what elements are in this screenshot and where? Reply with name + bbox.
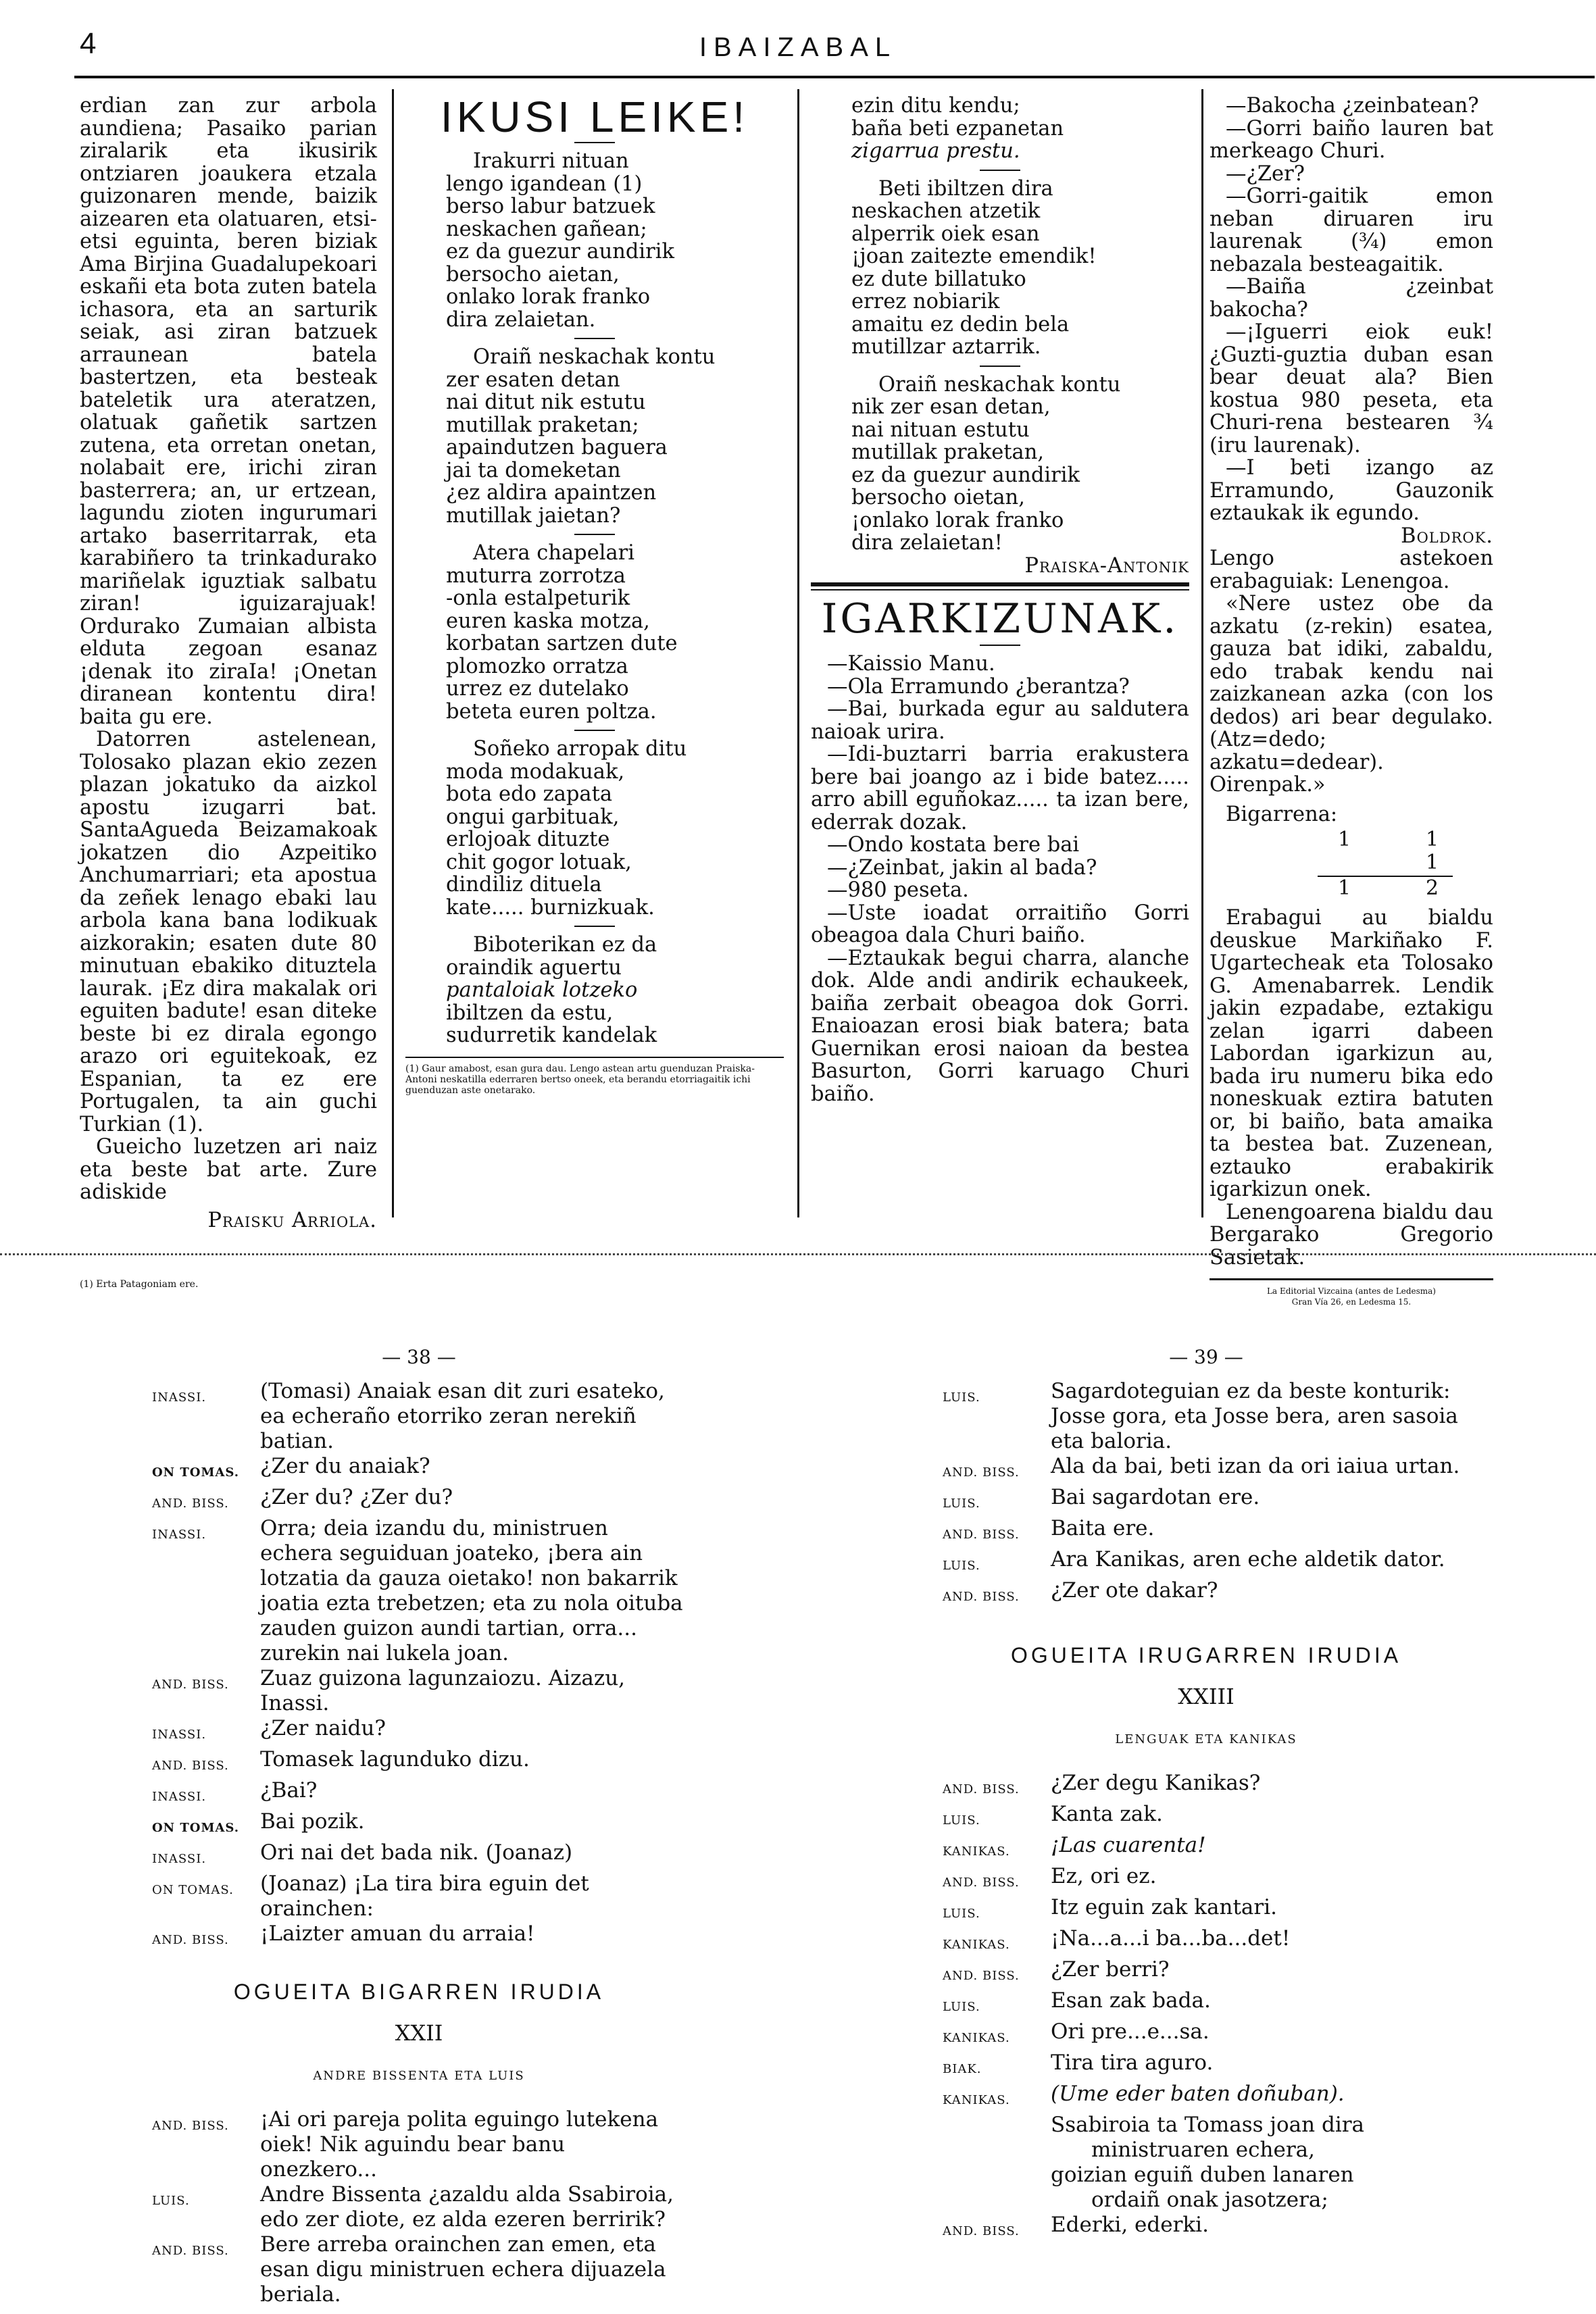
section-rule: [811, 589, 1189, 590]
poem-stanza: Beti ibiltzen dira neskachen atzetik alperrik oiek esan ¡joan zaitezte emendik! ez dute billatuko errez nobiarik amaitu ez dedin bela mutillzar aztarrik.: [851, 176, 1097, 359]
col1-paragraph: Gueicho luzetzen ari naiz eta beste bat arte. Zure adiskide: [80, 1135, 377, 1204]
play-line: AND. BISS. Bere arreba orainchen zan emen, eta esan digu ministruen echera dijuazela beriala.: [152, 2232, 666, 2307]
dialogue-line: —Gorri-gaitik emon neban diruaren iru laurenak (¾) emon nebazala besteagaitik.: [1210, 184, 1493, 276]
col2-footnote: (1) Gaur amabost, esan gura dau. Lengo astean artu guenduzan Praiska-Antoni neskatilla ederraren bertso oneek, eta berandu etorriagaitik ichi guenduzan aste onetarako.: [405, 1063, 755, 1096]
title-rule: [980, 645, 1020, 646]
play-line: KANIKAS. ¡Na...a...i ba...ba...det!: [943, 1926, 1291, 1952]
play-line: INASSI. ¿Zer naidu?: [152, 1716, 386, 1742]
dialogue-line: —Ondo kostata bere bai: [827, 833, 1080, 857]
column-3: [811, 95, 1189, 1105]
col4-quote: «Nere ustez obe da azkatu (z-rekin) esatea, gauza bat idiki, zabaldu, edo trabak kendu nai zaizkanean azka (con los dedos) ari bear degulako. (Atz=dedo; azkatu=dedear). Oirenpak.»: [1210, 592, 1493, 797]
scene-title: OGUEITA BIGARREN IRUDIA: [233, 1980, 605, 2004]
play-page-number: — 39 —: [1169, 1346, 1243, 1368]
dialogue-line: —Kaissio Manu.: [827, 652, 995, 676]
play-line: AND. BISS. Ez, ori ez.: [943, 1864, 1157, 1890]
dialogue-line: —¿Zeinbat, jakin al bada?: [827, 855, 1097, 880]
ikusi-leike-title: IKUSI LEIKE!: [440, 93, 749, 141]
igarkizunak-title: IGARKIZUNAK.: [821, 595, 1179, 643]
play-line: AND. BISS. ¡Laizter amuan du arraia!: [152, 1921, 535, 1947]
dialogue-line: —Bakocha ¿zeinbatean?: [1226, 94, 1479, 118]
printer-address: Gran Vía 26, en Ledesma 15.: [1291, 1297, 1412, 1307]
poem-stanza: Irakurri nituan lengo igandean (1) berso labur batzuek neskachen gañean; ez da guezur aundirik bersocho aietan, onlako lorak franko dira zelaietan.: [446, 149, 674, 332]
play-line: KANIKAS. (Ume eder baten doñuban).: [943, 2082, 1345, 2107]
dialogue-line: —Eztaukak begui charra, alanche dok. Alde andi andirik echaukeek, baiña zerbait obeagoa dok Gorri. Enaioazan erosi biak batera; bata Guernikan erosi naioan da bestea Basurton, Gorri karuago Churi baiño.: [811, 946, 1189, 1106]
dialogue-line: —Baiña ¿zeinbat bakocha?: [1210, 275, 1493, 322]
play-line: AND. BISS. ¿Zer du? ¿Zer du?: [152, 1485, 453, 1511]
stanza-divider: [980, 170, 1020, 171]
col1-paragraph: Datorren astelenean, Tolosako plazan ekio zezen plazan jokatuko da aizkol apostu izugarri bat. SantaAgueda Beizamakoak jokatzen dio Azpeitiko Anchumarriari; eta apostua da zeñek lenago ebaki lau arbola kana bana lodikuak aizkorakin; esaten dute 80 minutuan ebakiko dituztela laurak. ¡Ez dira makalak ori eguiten badute! esan diteke beste bi ez dirala egongo arazo ori eguitekoak, ez Espanian, ta ez ere Portugalen, ta ain guchi Turkian (1).: [80, 728, 377, 1136]
column-divider: [797, 89, 799, 1217]
footnote-rule: [405, 1057, 784, 1058]
play-line: LUIS. Bai sagardotan ere.: [943, 1485, 1260, 1511]
stanza-divider: [574, 534, 615, 535]
column-divider: [392, 89, 394, 1217]
play-page-number: — 38 —: [382, 1346, 456, 1368]
dialogue-line: —Bai, burkada egur au saldutera naioak urira.: [811, 697, 1189, 744]
stanza-divider: [574, 338, 615, 339]
play-page-38: [152, 1344, 686, 2307]
dialogue-line: —980 peseta.: [827, 878, 969, 902]
play-line: INASSI. Ori nai det bada nik. (Joanaz): [152, 1840, 573, 1866]
poem-stanza: Oraiñ neskachak kontu zer esaten detan nai ditut nik estutu mutillak praketan; apaindutzen baguera jai ta domeketan ¿ez aldira apaintzen mutillak jaietan?: [446, 345, 716, 528]
stanza-divider: [574, 926, 615, 927]
col1-footnote: (1) Erta Patagoniam ere.: [80, 1279, 199, 1290]
column-2: [405, 95, 784, 1096]
play-line: LUIS. Esan zak bada.: [943, 1988, 1211, 2014]
dialogue-line: —Idi-buztarri barria erakustera bere bai joango az i bide batez..... arro abill eguñokaz..... ta izan bere, ederrak dozak.: [811, 743, 1189, 834]
column-1: [80, 95, 377, 1290]
col1-paragraph: erdian zan zur arbola aundiena; Pasaiko parian ziralarik eta ikusirik ontziaren joaukera etzala guizonaren mende, baizik aizearen eta olatuaren, etsi-etsi eguinta, beren biziak Ama Birjina Guadalupekoari eskañi eta bota zuten batela ichasora, eta an sarturik seiak, asi ziran batzuek arraunean batela bastertzen, eta besteak bateletik ura ateratzen, olatuak gañetik sartzen zutena, eta orretan onetan, nolabait ere, irichi ziran basterrera; an, ur ertzean, lagundu zioten ingurumari artako baserritarrak, eta karabiñero ta trinkadurako mariñelak iguztiak salbatu ziran! iguizarajuak! Ordurako Zumaian albista elduta zegoan esanaz ¡denak ito ziraIa! ¡Onetan diranean kontentu dira! baita gu ere.: [80, 94, 377, 729]
poem-stanza: Atera chapelari muturra zorrotza -onla estalpeturik euren kaska motza, korbatan sartzen dute plomozko orratza urrez ez dutelako beteta euren poltza.: [446, 541, 678, 724]
col4-bigarrena: Bigarrena:: [1226, 802, 1338, 826]
dialogue-line: —Gorri baiño lauren bat merkeago Churi.: [1210, 116, 1493, 163]
page-separator: [0, 1253, 1596, 1261]
poem-stanza: Oraiñ neskachak kontu nik zer esan detan, nai nituan estutu mutillak praketan, ez da guezur aundirik bersocho oietan, ¡onlako lorak franko dira zelaietan!: [851, 372, 1121, 555]
stanza-divider: [980, 366, 1020, 367]
col4-paragraph: Lenengoarena bialdu dau Bergarako Gregorio Sasietak.: [1210, 1200, 1493, 1269]
play-line: INASSI. Orra; deia izandu du, ministruen echera seguiduan joateko, ¡bera ain lotzatia da gauza oietako! non bakarrik joatia ezta trebetzen; eta zu nola oituba zauden guizon aundi tartian, orra... zurekin nai lukela joan.: [152, 1516, 683, 1665]
col1-signature: Praisku Arriola.: [207, 1208, 377, 1232]
col4-paragraph: Lengo astekoen erabaguiak: Lenengoa.: [1210, 547, 1493, 593]
masthead-title: IBAIZABAL: [699, 32, 897, 62]
title-rule: [574, 142, 615, 143]
play-line: ON TOMAS. Bai pozik.: [152, 1809, 365, 1835]
dialogue-line: —¿Zer?: [1226, 161, 1305, 186]
play-line: LUIS. Sagardoteguian ez da beste konturik: Josse gora, eta Josse bera, aren sasoia eta baloria.: [943, 1379, 1458, 1453]
play-line: AND. BISS. ¿Zer berri?: [943, 1957, 1170, 1983]
header-rule: [74, 76, 1595, 78]
play-line: KANIKAS. ¡Las cuarenta!: [943, 1833, 1206, 1859]
play-line: ON TOMAS. (Joanaz) ¡La tira bira eguin det orainchen:: [152, 1871, 589, 1921]
song-verse: Ssabiroia ta Tomass joan dira ministruaren echera, goizian eguiñ duben lanaren ordaiñ onak jasotzera;: [1051, 2113, 1365, 2212]
play-line: AND. BISS. ¡Ai ori pareja polita eguingo lutekena oiek! Nik aguindu bear banu onezkero...: [152, 2107, 659, 2182]
dialogue-line: —I beti izango az Erramundo, Gauzonik eztaukak ik egundo.: [1210, 456, 1493, 525]
col3-signature: Praiska-Antonik: [1024, 553, 1189, 578]
play-line: LUIS. Andre Bissenta ¿azaldu alda Ssabiroia, edo zer diote, ez alda ezeren berririk?: [152, 2182, 674, 2232]
col4-paragraph: Erabagui au bialdu deuskue Markiñako F. Ugartecheak eta Tolosako G. Amenabarrek. Lendik jakin ezpadabe, eztakigu zelan igarri dabeen Labordan igarkizun au, bada iru numeru bika edo noneskuak eztira batuten or, bi baiño, bata amaika ta bestea bat. Zuzenean, eztauko erabakirik igarkizun onek.: [1210, 906, 1493, 1201]
play-line: AND. BISS. Tomasek lagunduko dizu.: [152, 1747, 530, 1773]
play-line: INASSI. ¿Bai?: [152, 1778, 318, 1804]
footer-rule: [1210, 1278, 1493, 1280]
page-number: 4: [80, 27, 97, 60]
dialogue-line: —Uste ioadat orraitiño Gorri obeagoa dala Churi baiño.: [811, 901, 1189, 947]
scene-characters: LENGUAK ETA KANIKAS: [1115, 1732, 1297, 1746]
stanza-divider: [574, 730, 615, 731]
play-line: AND. BISS. ¿Zer degu Kanikas?: [943, 1771, 1261, 1796]
scene-number: XXII: [395, 2020, 443, 2046]
play-line: BIAK. Tira tira aguro.: [943, 2051, 1214, 2076]
play-line: AND. BISS. Baita ere.: [943, 1516, 1155, 1542]
col4-signature: Boldrok.: [1401, 524, 1493, 548]
scene-number: XXIII: [1178, 1684, 1235, 1709]
play-line: LUIS. Ara Kanikas, aren eche aldetik dator.: [943, 1547, 1445, 1573]
poem-stanza: Soñeko arropak ditu moda modakuak, bota edo zapata ongui garbituak, erlojoak dituzte chit gogor lotuak, dindiliz dituela kate..... burnizkuak.: [446, 737, 687, 920]
column-4: [1210, 95, 1493, 1307]
play-page-39: [943, 1344, 1470, 2244]
play-line: INASSI. (Tomasi) Anaiak esan dit zuri esateko, ea echerañо etorriko zeran nerekiñ batian.: [152, 1379, 665, 1453]
scene-characters: ANDRE BISSENTA ETA LUIS: [313, 2069, 525, 2083]
play-line: KANIKAS. Ori pre...e...sa.: [943, 2019, 1210, 2045]
poem-stanza: ezin ditu kendu; baña beti ezpanetan zigarrua prestu.: [851, 94, 1064, 163]
printer-credit: La Editorial Vizcaina (antes de Ledesma): [1267, 1286, 1436, 1296]
play-line: AND. BISS. Ederki, ederki.: [943, 2213, 1209, 2238]
play-line: AND. BISS. Zuaz guizona lagunzaiozu. Aizazu, Inassi.: [152, 1666, 626, 1715]
play-line: LUIS. Itz eguin zak kantari.: [943, 1895, 1277, 1921]
dialogue-line: —Ola Erramundo ¿berantza?: [827, 674, 1130, 699]
dialogue-line: —¡Iguerri eiok euk! ¿Guzti-guztia duban esan bear deuat ala? Bien kostua 980 peseta, eta Churi-rena bestearen ¾ (iru laurenak).: [1210, 320, 1493, 457]
play-line: AND. BISS. ¿Zer ote dakar?: [943, 1578, 1218, 1604]
section-rule: [811, 582, 1189, 586]
play-line: LUIS. Kanta zak.: [943, 1802, 1163, 1828]
column-divider: [1201, 89, 1203, 1217]
play-line: AND. BISS. Ala da bai, beti izan da ori iaiua urtan.: [943, 1454, 1460, 1480]
poem-stanza: Biboterikan ez da oraindik aguertu pantaloiak lotzeko ibiltzen da estu, sudurretik kandelak: [446, 933, 657, 1047]
scene-title: OGUEITA IRUGARREN IRUDIA: [1010, 1643, 1402, 1667]
fraction-puzzle: 1 1 1 1 2: [1210, 828, 1493, 903]
play-line: ON TOMAS. ¿Zer du anaiak?: [152, 1454, 430, 1480]
